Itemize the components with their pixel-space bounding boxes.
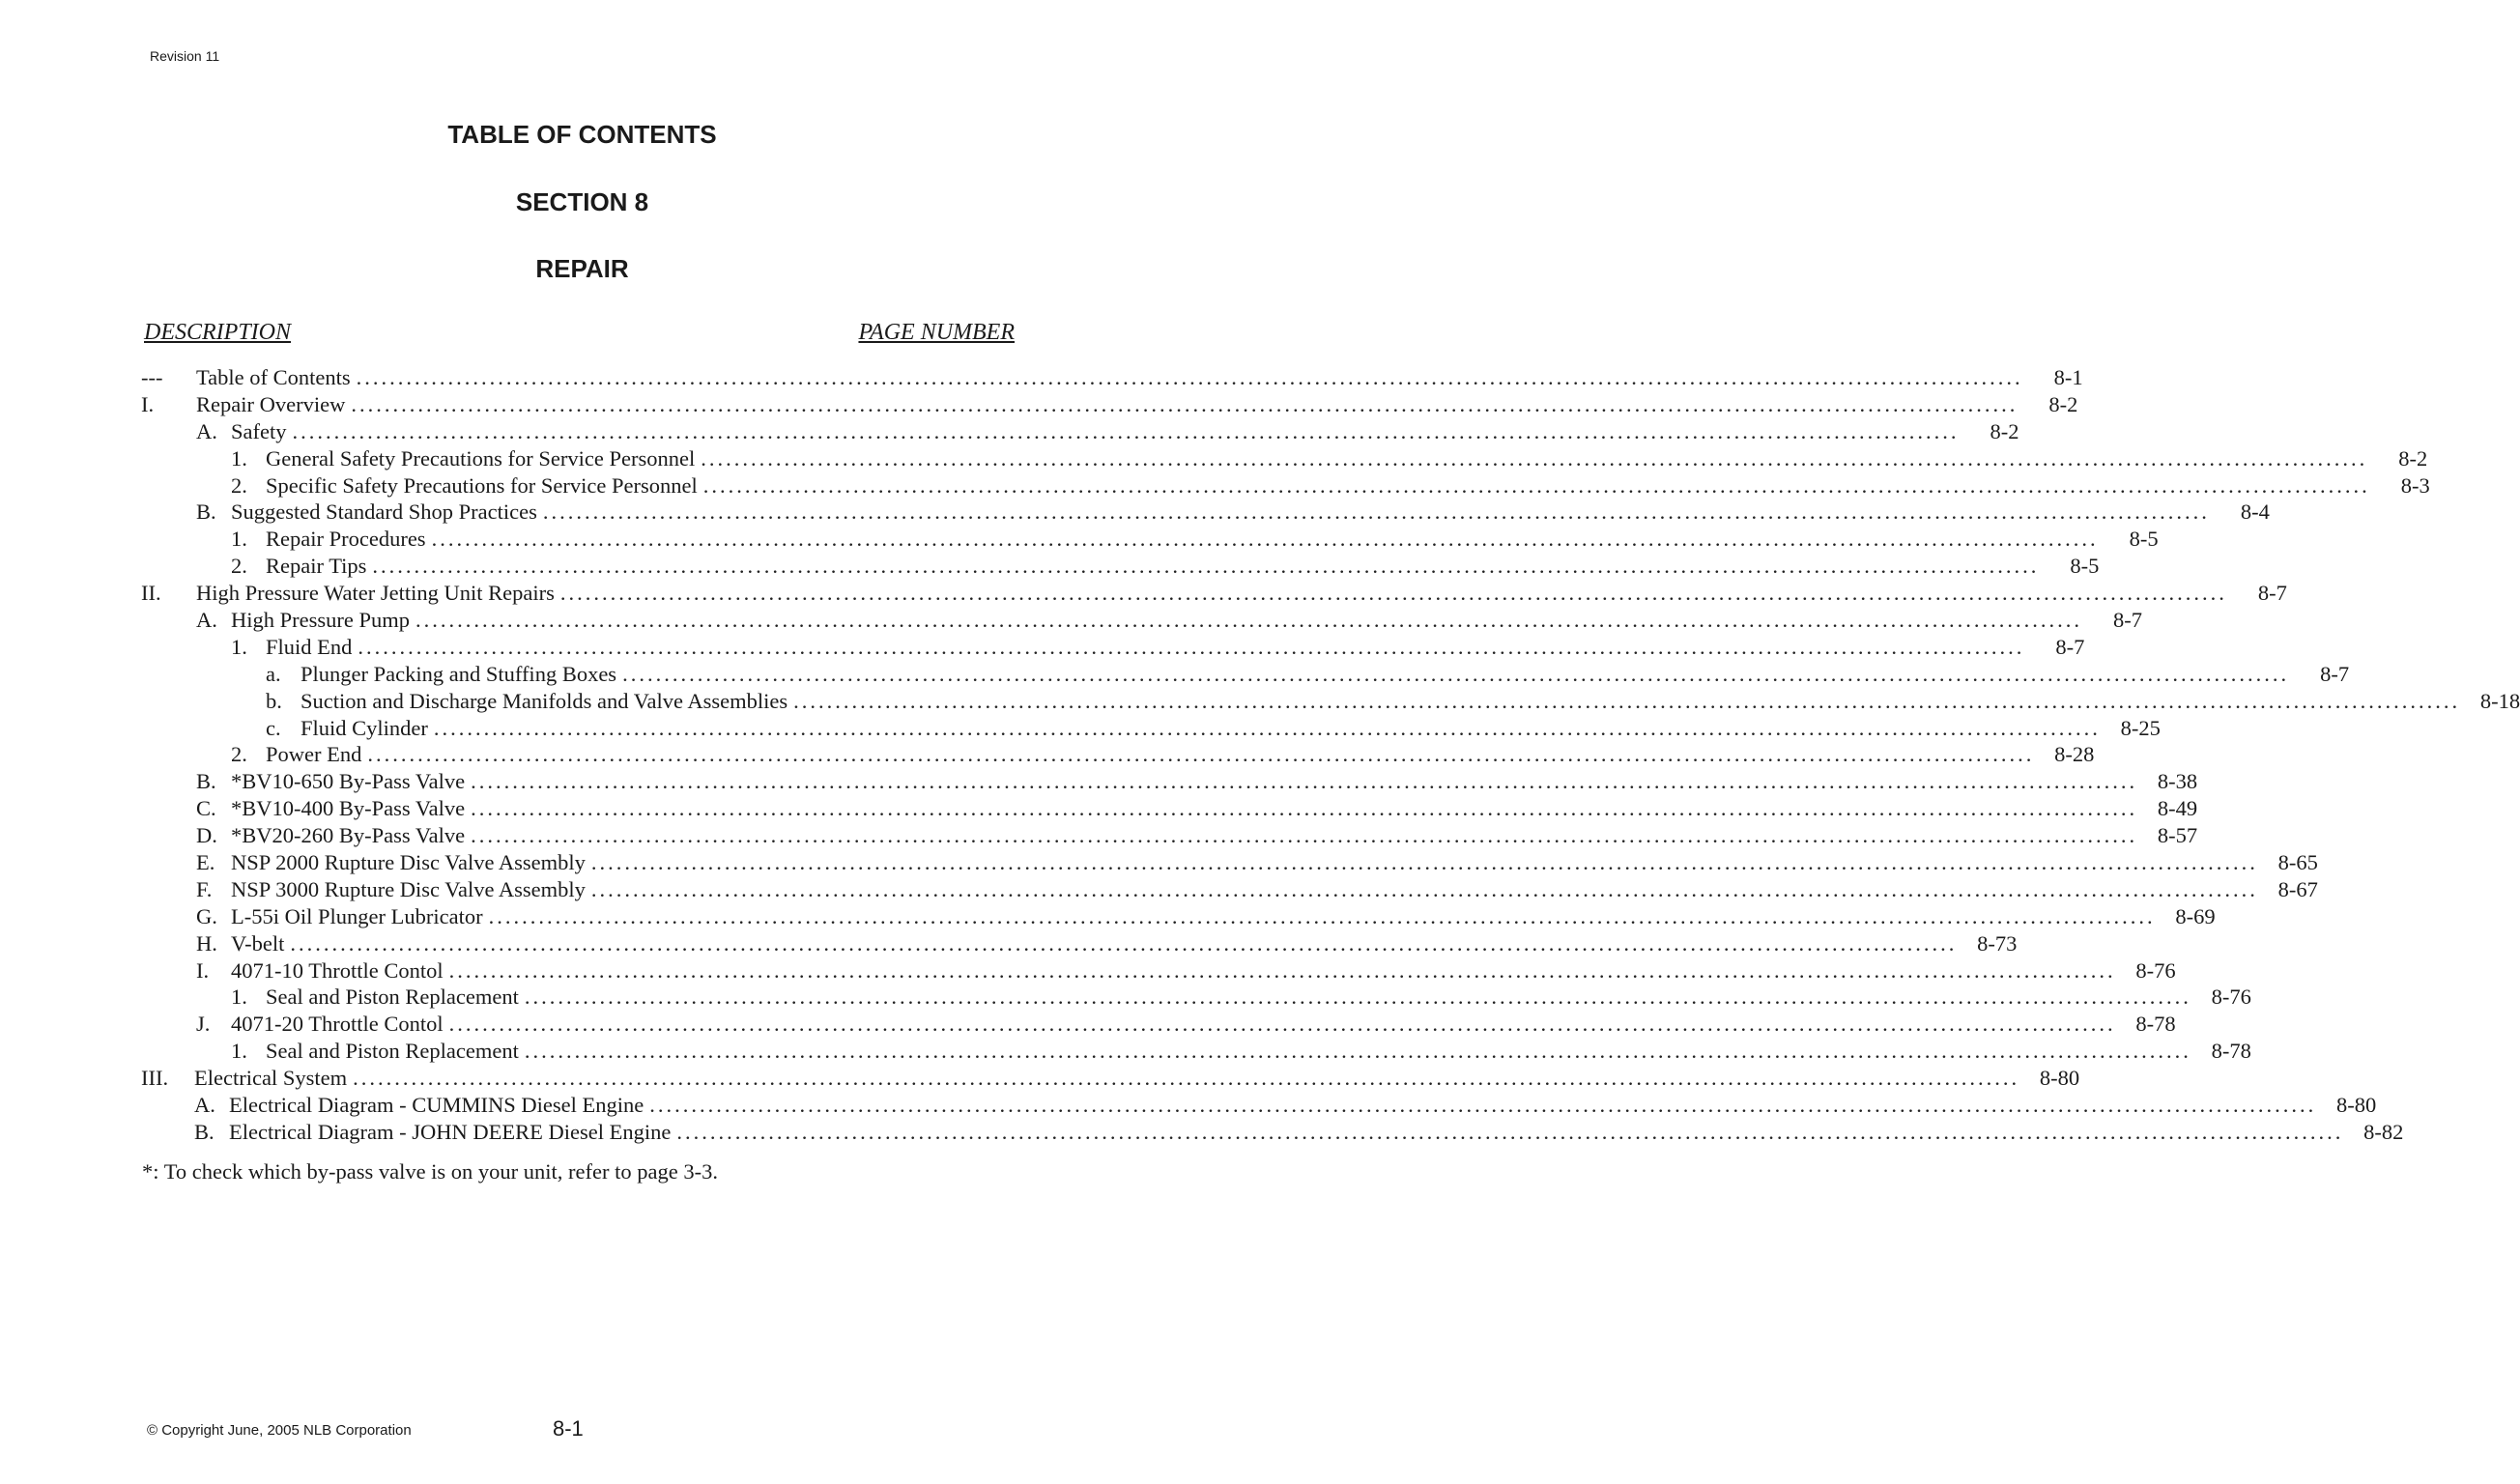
toc-label: Fluid End bbox=[266, 634, 353, 659]
toc-page: 8-25 bbox=[2120, 715, 2161, 740]
toc-page: 8-7 bbox=[2055, 634, 2085, 659]
toc-page: 8-4 bbox=[2240, 499, 2270, 525]
toc-row bbox=[141, 472, 2430, 499]
toc-label: NSP 2000 Rupture Disc Valve Assembly bbox=[231, 850, 586, 875]
toc-number: 1. bbox=[231, 445, 247, 471]
toc-number: 1. bbox=[231, 985, 247, 1010]
toc-page: 8-76 bbox=[2211, 985, 2251, 1010]
leader-dots: ........................................................................................................................................................................................................ bbox=[471, 769, 2138, 794]
toc-row bbox=[141, 741, 2095, 768]
toc-page: 8-28 bbox=[2054, 742, 2095, 767]
toc-page: 8-65 bbox=[2277, 850, 2318, 875]
toc-label: High Pressure Water Jetting Unit Repairs bbox=[196, 581, 555, 606]
toc-number: F. bbox=[196, 876, 213, 901]
toc-row bbox=[141, 1119, 2404, 1146]
toc-number: III. bbox=[141, 1066, 169, 1091]
toc-label: Specific Safety Precautions for Service Personnel bbox=[266, 472, 698, 498]
toc-label: Electrical Diagram - CUMMINS Diesel Engine bbox=[229, 1093, 644, 1118]
toc-label: Suction and Discharge Manifolds and Valve Assemblies bbox=[301, 688, 788, 713]
toc-label: Suggested Standard Shop Practices bbox=[231, 499, 537, 525]
toc-label: 4071-20 Throttle Contol bbox=[231, 1012, 444, 1037]
toc-row bbox=[141, 715, 2161, 742]
toc-page: 8-5 bbox=[2070, 554, 2100, 579]
toc-label: Electrical Diagram - JOHN DEERE Diesel Engine bbox=[229, 1119, 672, 1144]
toc-label: Electrical System bbox=[194, 1066, 348, 1091]
toc-label: General Safety Precautions for Service Personnel bbox=[266, 445, 696, 471]
toc-label: Repair Tips bbox=[266, 554, 367, 579]
toc-row bbox=[141, 553, 2100, 580]
toc-page: 8-7 bbox=[2320, 661, 2350, 686]
toc-label: L-55i Oil Plunger Lubricator bbox=[231, 903, 483, 928]
toc-number: I. bbox=[141, 391, 155, 416]
toc-row bbox=[141, 1092, 2377, 1119]
toc-page: 8-57 bbox=[2157, 823, 2198, 848]
toc-page: 8-7 bbox=[2257, 581, 2287, 606]
leader-dots: ........................................................................................................................................................................................................ bbox=[448, 1012, 2116, 1037]
toc-label: Table of Contents bbox=[196, 365, 351, 389]
toc-number: 1. bbox=[231, 634, 247, 659]
toc-number: a. bbox=[266, 661, 281, 686]
leader-dots: ........................................................................................................................................................................................................ bbox=[292, 418, 1960, 443]
leader-dots: ........................................................................................................................................................................................................ bbox=[358, 634, 2025, 659]
toc-page: 8-80 bbox=[2039, 1066, 2080, 1091]
toc-label: Fluid Cylinder bbox=[301, 715, 428, 740]
leader-dots: ........................................................................................................................................................................................................ bbox=[471, 823, 2138, 848]
toc-label: Power End bbox=[266, 742, 362, 767]
toc-label: Repair Procedures bbox=[266, 527, 426, 552]
toc-row bbox=[141, 499, 2270, 526]
leader-dots: ........................................................................................................................................................................................................ bbox=[372, 554, 2040, 579]
leader-dots: ........................................................................................................................................................................................................ bbox=[367, 742, 2035, 767]
leader-dots: ........................................................................................................................................................................................................ bbox=[290, 930, 1958, 956]
leader-dots: ........................................................................................................................................................................................................ bbox=[676, 1119, 2344, 1144]
toc-row bbox=[141, 876, 2318, 903]
section-subtitle: REPAIR bbox=[535, 254, 629, 283]
toc-number: II. bbox=[141, 581, 161, 606]
toc-page: 8-76 bbox=[2135, 957, 2176, 983]
revision-label: Revision 11 bbox=[150, 48, 220, 64]
toc-row bbox=[141, 903, 2216, 930]
toc-label: Seal and Piston Replacement bbox=[266, 1039, 519, 1064]
leader-dots: ........................................................................................................................................................................................................ bbox=[431, 527, 2099, 552]
toc-row bbox=[141, 391, 2078, 418]
leader-dots: ........................................................................................................................................................................................................ bbox=[353, 1066, 2020, 1091]
toc-page: 8-69 bbox=[2175, 903, 2216, 928]
toc-number: B. bbox=[196, 499, 216, 525]
toc-label: *BV20-260 By-Pass Valve bbox=[231, 823, 466, 848]
toc-page: 8-2 bbox=[2398, 445, 2428, 471]
copyright-notice: © Copyright June, 2005 NLB Corporation bbox=[147, 1422, 412, 1439]
toc-page: 8-2 bbox=[2048, 391, 2078, 416]
toc-list bbox=[141, 364, 2520, 1146]
toc-row bbox=[141, 1065, 2080, 1092]
leader-dots: ........................................................................................................................................................................................................ bbox=[351, 391, 2019, 416]
leader-dots: ........................................................................................................................................................................................................ bbox=[542, 499, 2210, 525]
toc-number: I. bbox=[196, 957, 210, 983]
toc-number: c. bbox=[266, 715, 281, 740]
toc-row bbox=[141, 580, 2287, 607]
toc-label: Repair Overview bbox=[196, 391, 346, 416]
toc-row bbox=[141, 795, 2198, 822]
toc-label: *BV10-650 By-Pass Valve bbox=[231, 769, 466, 794]
toc-label: V-belt bbox=[231, 930, 285, 956]
toc-page: 8-78 bbox=[2135, 1012, 2176, 1037]
toc-row bbox=[141, 634, 2085, 661]
description-column-header: DESCRIPTION bbox=[144, 320, 291, 345]
toc-row bbox=[141, 984, 2251, 1011]
toc-number: 1. bbox=[231, 527, 247, 552]
leader-dots: ........................................................................................................................................................................................................ bbox=[559, 581, 2227, 606]
leader-dots: ........................................................................................................................................................................................................ bbox=[701, 445, 2368, 471]
toc-number: 2. bbox=[231, 472, 247, 498]
toc-number: D. bbox=[196, 823, 217, 848]
toc-number: E. bbox=[196, 850, 215, 875]
toc-number: 1. bbox=[231, 1039, 247, 1064]
toc-number: A. bbox=[196, 418, 217, 443]
toc-number: G. bbox=[196, 903, 217, 928]
leader-dots: ........................................................................................................................................................................................................ bbox=[649, 1093, 2317, 1118]
footnote: *: To check which by-pass valve is on your unit, refer to page 3-3. bbox=[142, 1159, 718, 1184]
toc-number: J. bbox=[196, 1012, 211, 1037]
page-number: 8-1 bbox=[553, 1416, 584, 1441]
toc-label: Seal and Piston Replacement bbox=[266, 985, 519, 1010]
toc-label: 4071-10 Throttle Contol bbox=[231, 957, 444, 983]
toc-page: 8-2 bbox=[1990, 418, 2019, 443]
leader-dots: ........................................................................................................................................................................................................ bbox=[448, 957, 2116, 983]
leader-dots: ........................................................................................................................................................................................................ bbox=[793, 688, 2461, 713]
toc-page: 8-5 bbox=[2129, 527, 2159, 552]
page-number-column-header: PAGE NUMBER bbox=[858, 320, 1015, 345]
toc-number: C. bbox=[196, 796, 216, 821]
toc-number: B. bbox=[194, 1119, 215, 1144]
toc-page: 8-1 bbox=[2053, 365, 2083, 389]
toc-number: B. bbox=[196, 769, 216, 794]
toc-page: 8-7 bbox=[2113, 608, 2142, 633]
section-title: SECTION 8 bbox=[515, 187, 649, 216]
toc-row bbox=[141, 445, 2428, 472]
toc-number: 2. bbox=[231, 742, 247, 767]
toc-row bbox=[141, 768, 2198, 795]
toc-label: Safety bbox=[231, 418, 287, 443]
toc-row bbox=[141, 607, 2142, 634]
toc-number: --- bbox=[141, 365, 163, 389]
toc-page: 8-67 bbox=[2277, 876, 2318, 901]
leader-dots: ........................................................................................................................................................................................................ bbox=[356, 365, 2023, 389]
toc-label: NSP 3000 Rupture Disc Valve Assembly bbox=[231, 876, 586, 901]
toc-row bbox=[141, 1038, 2251, 1065]
toc-row bbox=[141, 849, 2318, 876]
toc-row bbox=[141, 526, 2159, 553]
toc-row bbox=[141, 930, 2018, 957]
toc-row bbox=[141, 661, 2350, 688]
toc-number: H. bbox=[196, 930, 217, 956]
toc-page: 8-3 bbox=[2400, 472, 2430, 498]
leader-dots: ........................................................................................................................................................................................................ bbox=[524, 1039, 2191, 1064]
toc-row bbox=[141, 364, 2083, 391]
toc-number: 2. bbox=[231, 554, 247, 579]
toc-row bbox=[141, 957, 2176, 985]
toc-row bbox=[141, 1011, 2176, 1038]
leader-dots: ........................................................................................................................................................................................................ bbox=[524, 985, 2191, 1010]
toc-number: b. bbox=[266, 688, 282, 713]
leader-dots: ........................................................................................................................................................................................................ bbox=[590, 876, 2258, 901]
toc-label: Plunger Packing and Stuffing Boxes bbox=[301, 661, 617, 686]
toc-label: *BV10-400 By-Pass Valve bbox=[231, 796, 466, 821]
page-title: TABLE OF CONTENTS bbox=[447, 120, 717, 149]
leader-dots: ........................................................................................................................................................................................................ bbox=[622, 661, 2290, 686]
toc-number: A. bbox=[194, 1093, 215, 1118]
toc-page: 8-78 bbox=[2211, 1039, 2251, 1064]
leader-dots: ........................................................................................................................................................................................................ bbox=[471, 796, 2138, 821]
toc-page: 8-80 bbox=[2336, 1093, 2377, 1118]
leader-dots: ........................................................................................................................................................................................................ bbox=[702, 472, 2370, 498]
toc-page: 8-18 bbox=[2479, 688, 2520, 713]
toc-number: A. bbox=[196, 608, 217, 633]
toc-label: High Pressure Pump bbox=[231, 608, 410, 633]
toc-row bbox=[141, 688, 2520, 715]
toc-page: 8-49 bbox=[2157, 796, 2198, 821]
toc-page: 8-38 bbox=[2157, 769, 2198, 794]
leader-dots: ........................................................................................................................................................................................................ bbox=[433, 715, 2101, 740]
toc-page: 8-73 bbox=[1977, 930, 2018, 956]
toc-row bbox=[141, 822, 2198, 849]
toc-page: 8-82 bbox=[2363, 1119, 2404, 1144]
leader-dots: ........................................................................................................................................................................................................ bbox=[590, 850, 2258, 875]
toc-row bbox=[141, 418, 2019, 445]
leader-dots: ........................................................................................................................................................................................................ bbox=[488, 903, 2156, 928]
leader-dots: ........................................................................................................................................................................................................ bbox=[415, 608, 2082, 633]
